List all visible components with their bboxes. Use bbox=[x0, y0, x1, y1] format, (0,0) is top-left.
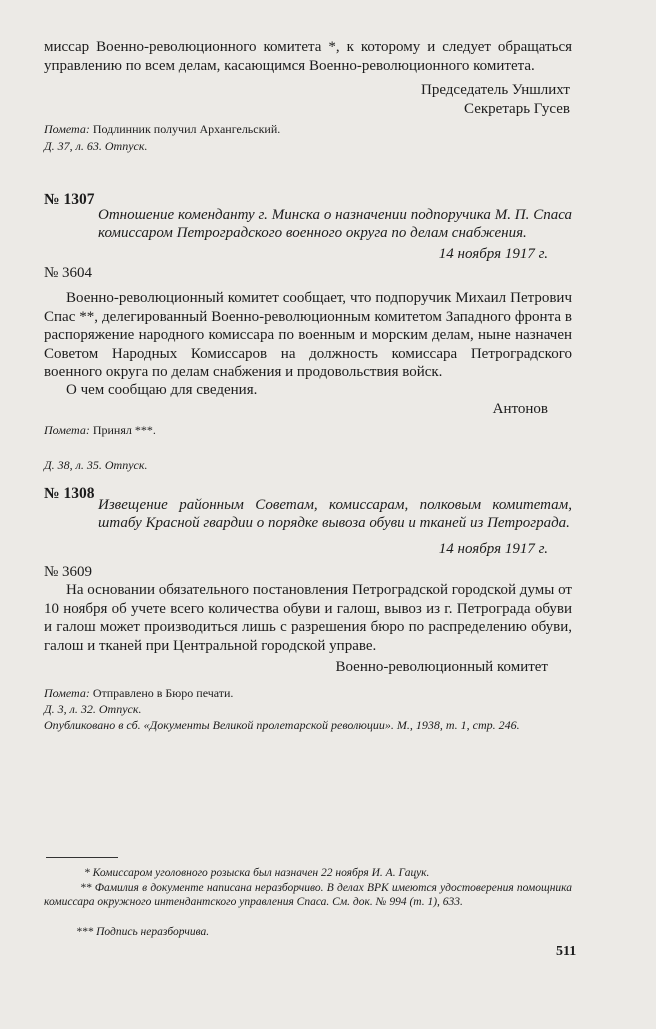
publication-ref: Опубликовано в сб. «Документы Великой пролетарской революции». М., 1938, т. 1, стр. 246. bbox=[44, 718, 520, 732]
doc-number-1307: № 1307 bbox=[44, 191, 95, 208]
signature-secretary: Секретарь Гусев bbox=[464, 101, 570, 117]
footnote-divider bbox=[46, 857, 118, 858]
doc-date-1308: 14 ноября 1917 г. bbox=[438, 541, 548, 557]
note-label: Помета: bbox=[44, 423, 90, 437]
signature-chairman: Председатель Уншлихт bbox=[421, 82, 570, 98]
note-label: Помета: bbox=[44, 686, 90, 700]
note-3 bbox=[44, 686, 572, 701]
note-label: Помета: bbox=[44, 122, 90, 136]
archive-ref-3: Д. 3, л. 32. Отпуск. bbox=[44, 702, 142, 716]
note-2 bbox=[44, 423, 572, 438]
outgoing-number-3604: № 3604 bbox=[44, 265, 93, 281]
footnote-1: * Комиссаром уголовного розыска был назначен 22 ноября И. А. Гацук. bbox=[84, 867, 430, 879]
page-number: 511 bbox=[556, 944, 577, 959]
signature-vrk: Военно-революционный комитет bbox=[335, 659, 548, 675]
footnote-2: ** Фамилия в документе написана неразборчиво. В делах ВРК имеются удостоверения помощника комиссара окружного интендантского управления Спаса. См. док. № 994 (т. 1), 633. bbox=[44, 882, 572, 909]
archive-ref-2: Д. 38, л. 35. Отпуск. bbox=[44, 458, 148, 472]
footnote-3: *** Подпись неразборчива. bbox=[76, 926, 210, 938]
note-text: Подлинник получил Архангельский. bbox=[89, 122, 281, 136]
note-text: Принял ***. bbox=[89, 423, 156, 437]
doc-date-1307: 14 ноября 1917 г. bbox=[438, 246, 548, 262]
signature-antonov: Антонов bbox=[492, 401, 548, 417]
outgoing-number-3609: № 3609 bbox=[44, 564, 93, 580]
note-text: Отправлено в Бюро печати. bbox=[89, 686, 234, 700]
continuation-paragraph: миссар Военно-революционного комитета *, к которому и следует обращаться управлению по всем делам, касающимся Военно-революционного комитета. bbox=[44, 39, 572, 74]
doc-body-1308: На основании обязательного постановления Петроградской городской думы от 10 ноября об учете всего количества обуви и галош, вывоз из г. Петрограда обуви и галош может производиться лишь с разрешения бюро по распределению обуви, галош и тканей при Центральной городской управе. bbox=[44, 582, 572, 654]
doc-title-1307: Отношение коменданту г. Минска о назначении подпоручика М. П. Спаса комиссаром Петроградского военного округа по делам снабжения. bbox=[98, 207, 572, 241]
archive-ref-1: Д. 37, л. 63. Отпуск. bbox=[44, 139, 148, 153]
note-1 bbox=[44, 122, 572, 137]
doc-title-1308: Извещение районным Советам, комиссарам, полковым комитетам, штабу Красной гвардии о порядке вывоза обуви и тканей из Петрограда. bbox=[98, 497, 572, 531]
doc-body-1307: Военно-революционный комитет сообщает, что подпоручик Михаил Петрович Спас **, делегированный Военно-революционным комитетом Западного фронта в распоряжение народного комиссара по военным и морским делам, ныне назначен Советом Народных Комиссаров на должность комиссара Петроградского военного округа по делам снабжения и продовольствия войск. bbox=[44, 290, 572, 380]
doc-number-1308: № 1308 bbox=[44, 485, 95, 502]
doc-closing-1307: О чем сообщаю для сведения. bbox=[66, 382, 258, 398]
